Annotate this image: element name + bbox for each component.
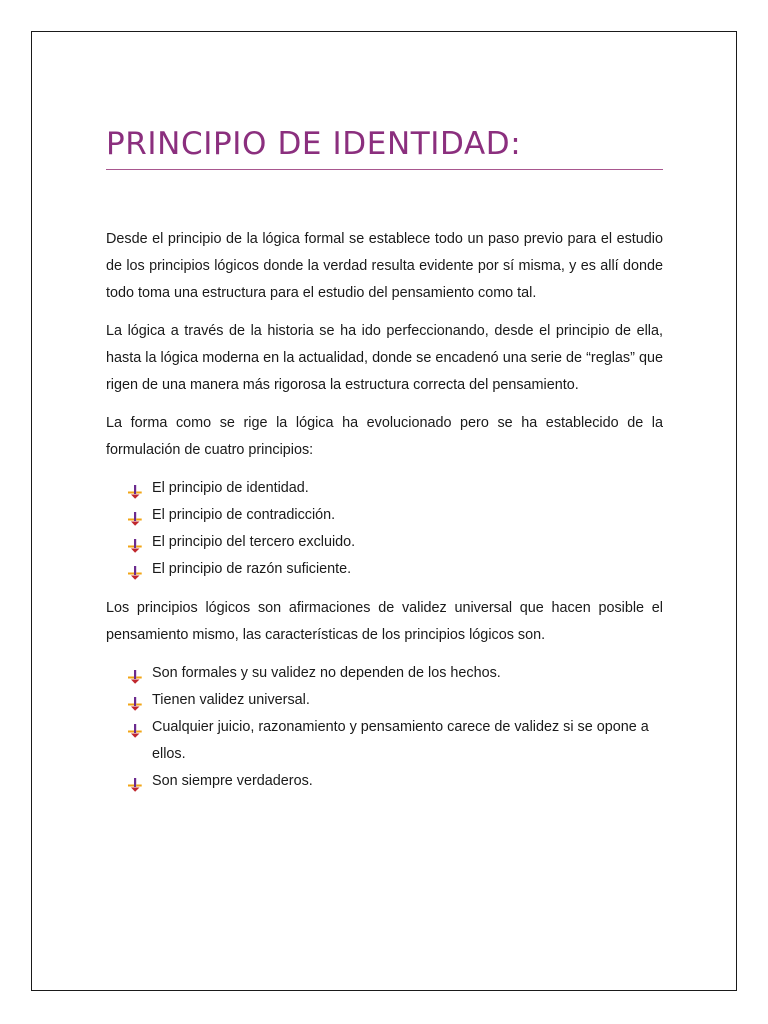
paragraph-intro: Desde el principio de la lógica formal se establece todo un paso previo para el estudio de los principios lógicos donde la verdad resulta evidente por sí misma, y es allí donde todo toma una estructura para el estudio del pensamiento como tal. [106, 231, 663, 301]
down-arrow-bullet-icon [128, 667, 142, 681]
document-body [106, 226, 663, 795]
list-item [128, 556, 663, 583]
list-item-text: Son formales y su validez no dependen de los hechos. [152, 665, 501, 681]
list-item [128, 687, 663, 714]
principles-list [106, 475, 663, 583]
characteristics-list [106, 660, 663, 795]
down-arrow-bullet-icon [128, 509, 142, 523]
down-arrow-bullet-icon [128, 536, 142, 550]
list-item-text: Son siempre verdaderos. [152, 773, 313, 789]
list-item [128, 529, 663, 556]
list-item [128, 768, 663, 795]
paragraph-characteristics-intro: Los principios lógicos son afirmaciones de validez universal que hacen posible el pensamiento mismo, las características de los principios lógicos son. [106, 600, 663, 643]
list-item [128, 660, 663, 687]
down-arrow-bullet-icon [128, 563, 142, 577]
page-title: PRINCIPIO DE IDENTIDAD: [106, 126, 522, 162]
list-item-text: Tienen validez universal. [152, 692, 310, 708]
list-item [128, 502, 663, 529]
list-item-text: Cualquier juicio, razonamiento y pensamiento carece de validez si se opone a ellos. [152, 719, 649, 762]
down-arrow-bullet-icon [128, 694, 142, 708]
document-content [106, 120, 663, 807]
list-item-text: El principio de identidad. [152, 480, 309, 496]
list-item-text: El principio de contradicción. [152, 507, 336, 523]
title-underline [106, 169, 663, 170]
down-arrow-bullet-icon [128, 775, 142, 789]
list-item [128, 475, 663, 502]
list-item-text: El principio del tercero excluido. [152, 534, 356, 550]
list-item [128, 714, 663, 768]
paragraph-history: La lógica a través de la historia se ha ido perfeccionando, desde el principio de ella, hasta la lógica moderna en la actualidad, donde se encadenó una serie de “reglas” que rigen de una manera más rigorosa la estructura correcta del pensamiento. [106, 323, 663, 393]
paragraph-principles-intro: La forma como se rige la lógica ha evolucionado pero se ha establecido de la formulación de cuatro principios: [106, 415, 663, 458]
down-arrow-bullet-icon [128, 482, 142, 496]
list-item-text: El principio de razón suficiente. [152, 561, 352, 577]
down-arrow-bullet-icon [128, 721, 142, 735]
